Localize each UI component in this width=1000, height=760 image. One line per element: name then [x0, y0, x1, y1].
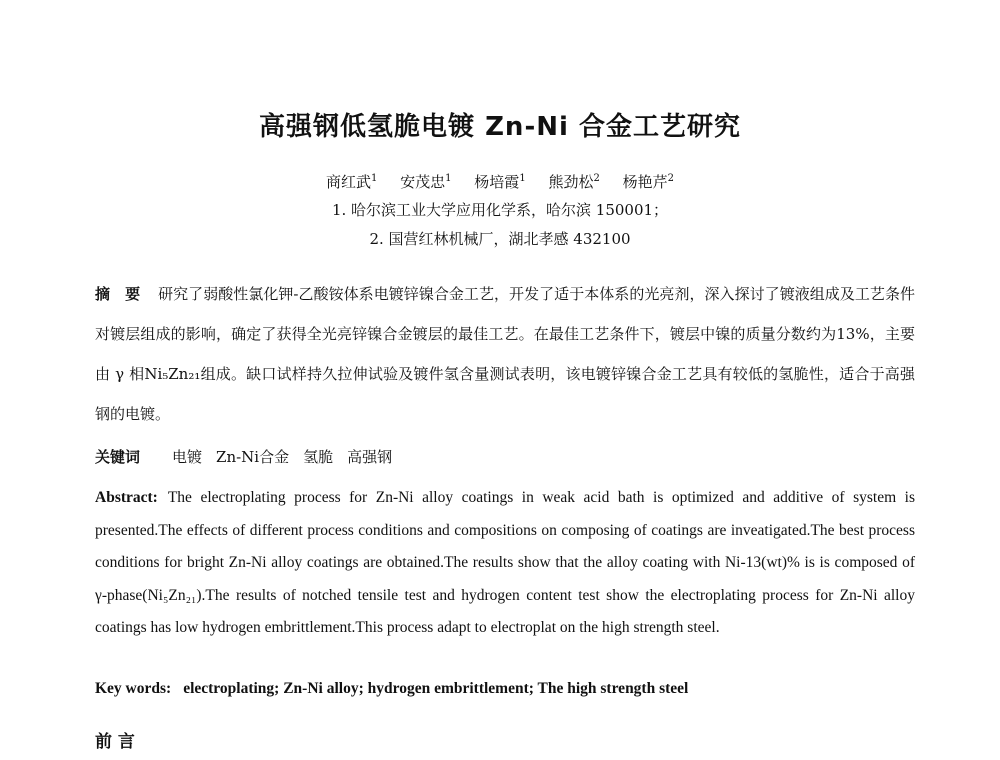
keywords-cn-label: 关键词: [95, 448, 141, 466]
author: 商红武$^1$: [325, 173, 378, 191]
keyword: Zn-Ni合金: [216, 448, 290, 466]
abstract-en-text: The electroplating process for Zn-Ni alloy coatings in weak acid bath is optimized and additive of system is presented.The effects of different process conditions and compositions on composing of coatings are inveatigated.The best process conditions for bright Zn-Ni alloy coatings are obtained.The results show that the alloy coating with Ni-13(wt)% is is composed of γ-phase(Ni₅Zn₂₁).The results of notched tensile test and hydrogen content test show the electroplating process for Zn-Ni alloy coatings has low hydrogen embrittlement.This process adapt to electroplat on the high strength steel.: [95, 489, 915, 637]
author-list: [0, 171, 1000, 192]
keyword: 电镀: [172, 448, 203, 466]
keywords-en-text: electroplating; Zn-Ni alloy; hydrogen embrittlement; The high strength steel: [183, 680, 689, 697]
author: 安茂忠$^1$: [400, 173, 452, 191]
abstract-cn-text: 研究了弱酸性氯化钾-乙酸铵体系电镀锌镍合金工艺，开发了适于本体系的光亮剂，深入探讨了镀液组成及工艺条件对镀层组成的影响，确定了获得全光亮锌镍合金镀层的最佳工艺。在最佳工艺条件下，镀层中镍的质量分数约为13%，主要由 γ 相Ni₅Zn₂₁组成。缺口试样持久拉伸试验及镀件氢含量测试表明，该电镀锌镍合金工艺具有较低的氢脆性，适合于高强钢的电镀。: [95, 285, 915, 423]
keywords-cn: [95, 446, 392, 467]
author: 杨艳芹$^2$: [622, 173, 675, 191]
author: 熊劲松$^2$: [548, 173, 600, 191]
abstract-en: [95, 482, 915, 645]
affiliation-1: 1. 哈尔滨工业大学应用化学系，哈尔滨 150001；: [331, 201, 669, 219]
affiliation-2: 2. 国营红林机械厂，湖北孝感 432100: [369, 230, 631, 248]
section-heading-preface: 前 言: [95, 732, 135, 752]
keywords-en-label: Key words:: [95, 680, 172, 697]
abstract-cn: [95, 274, 915, 434]
keyword: 高强钢: [347, 448, 393, 466]
paper-title: 高强钢低氢脆电镀 Zn-Ni 合金工艺研究: [259, 112, 741, 142]
abstract-en-label: Abstract:: [95, 489, 158, 506]
keywords-en: [95, 680, 688, 698]
author: 杨培霞$^1$: [474, 173, 526, 191]
abstract-cn-label: 摘 要: [95, 285, 141, 303]
keyword: 氢脆: [303, 448, 334, 466]
